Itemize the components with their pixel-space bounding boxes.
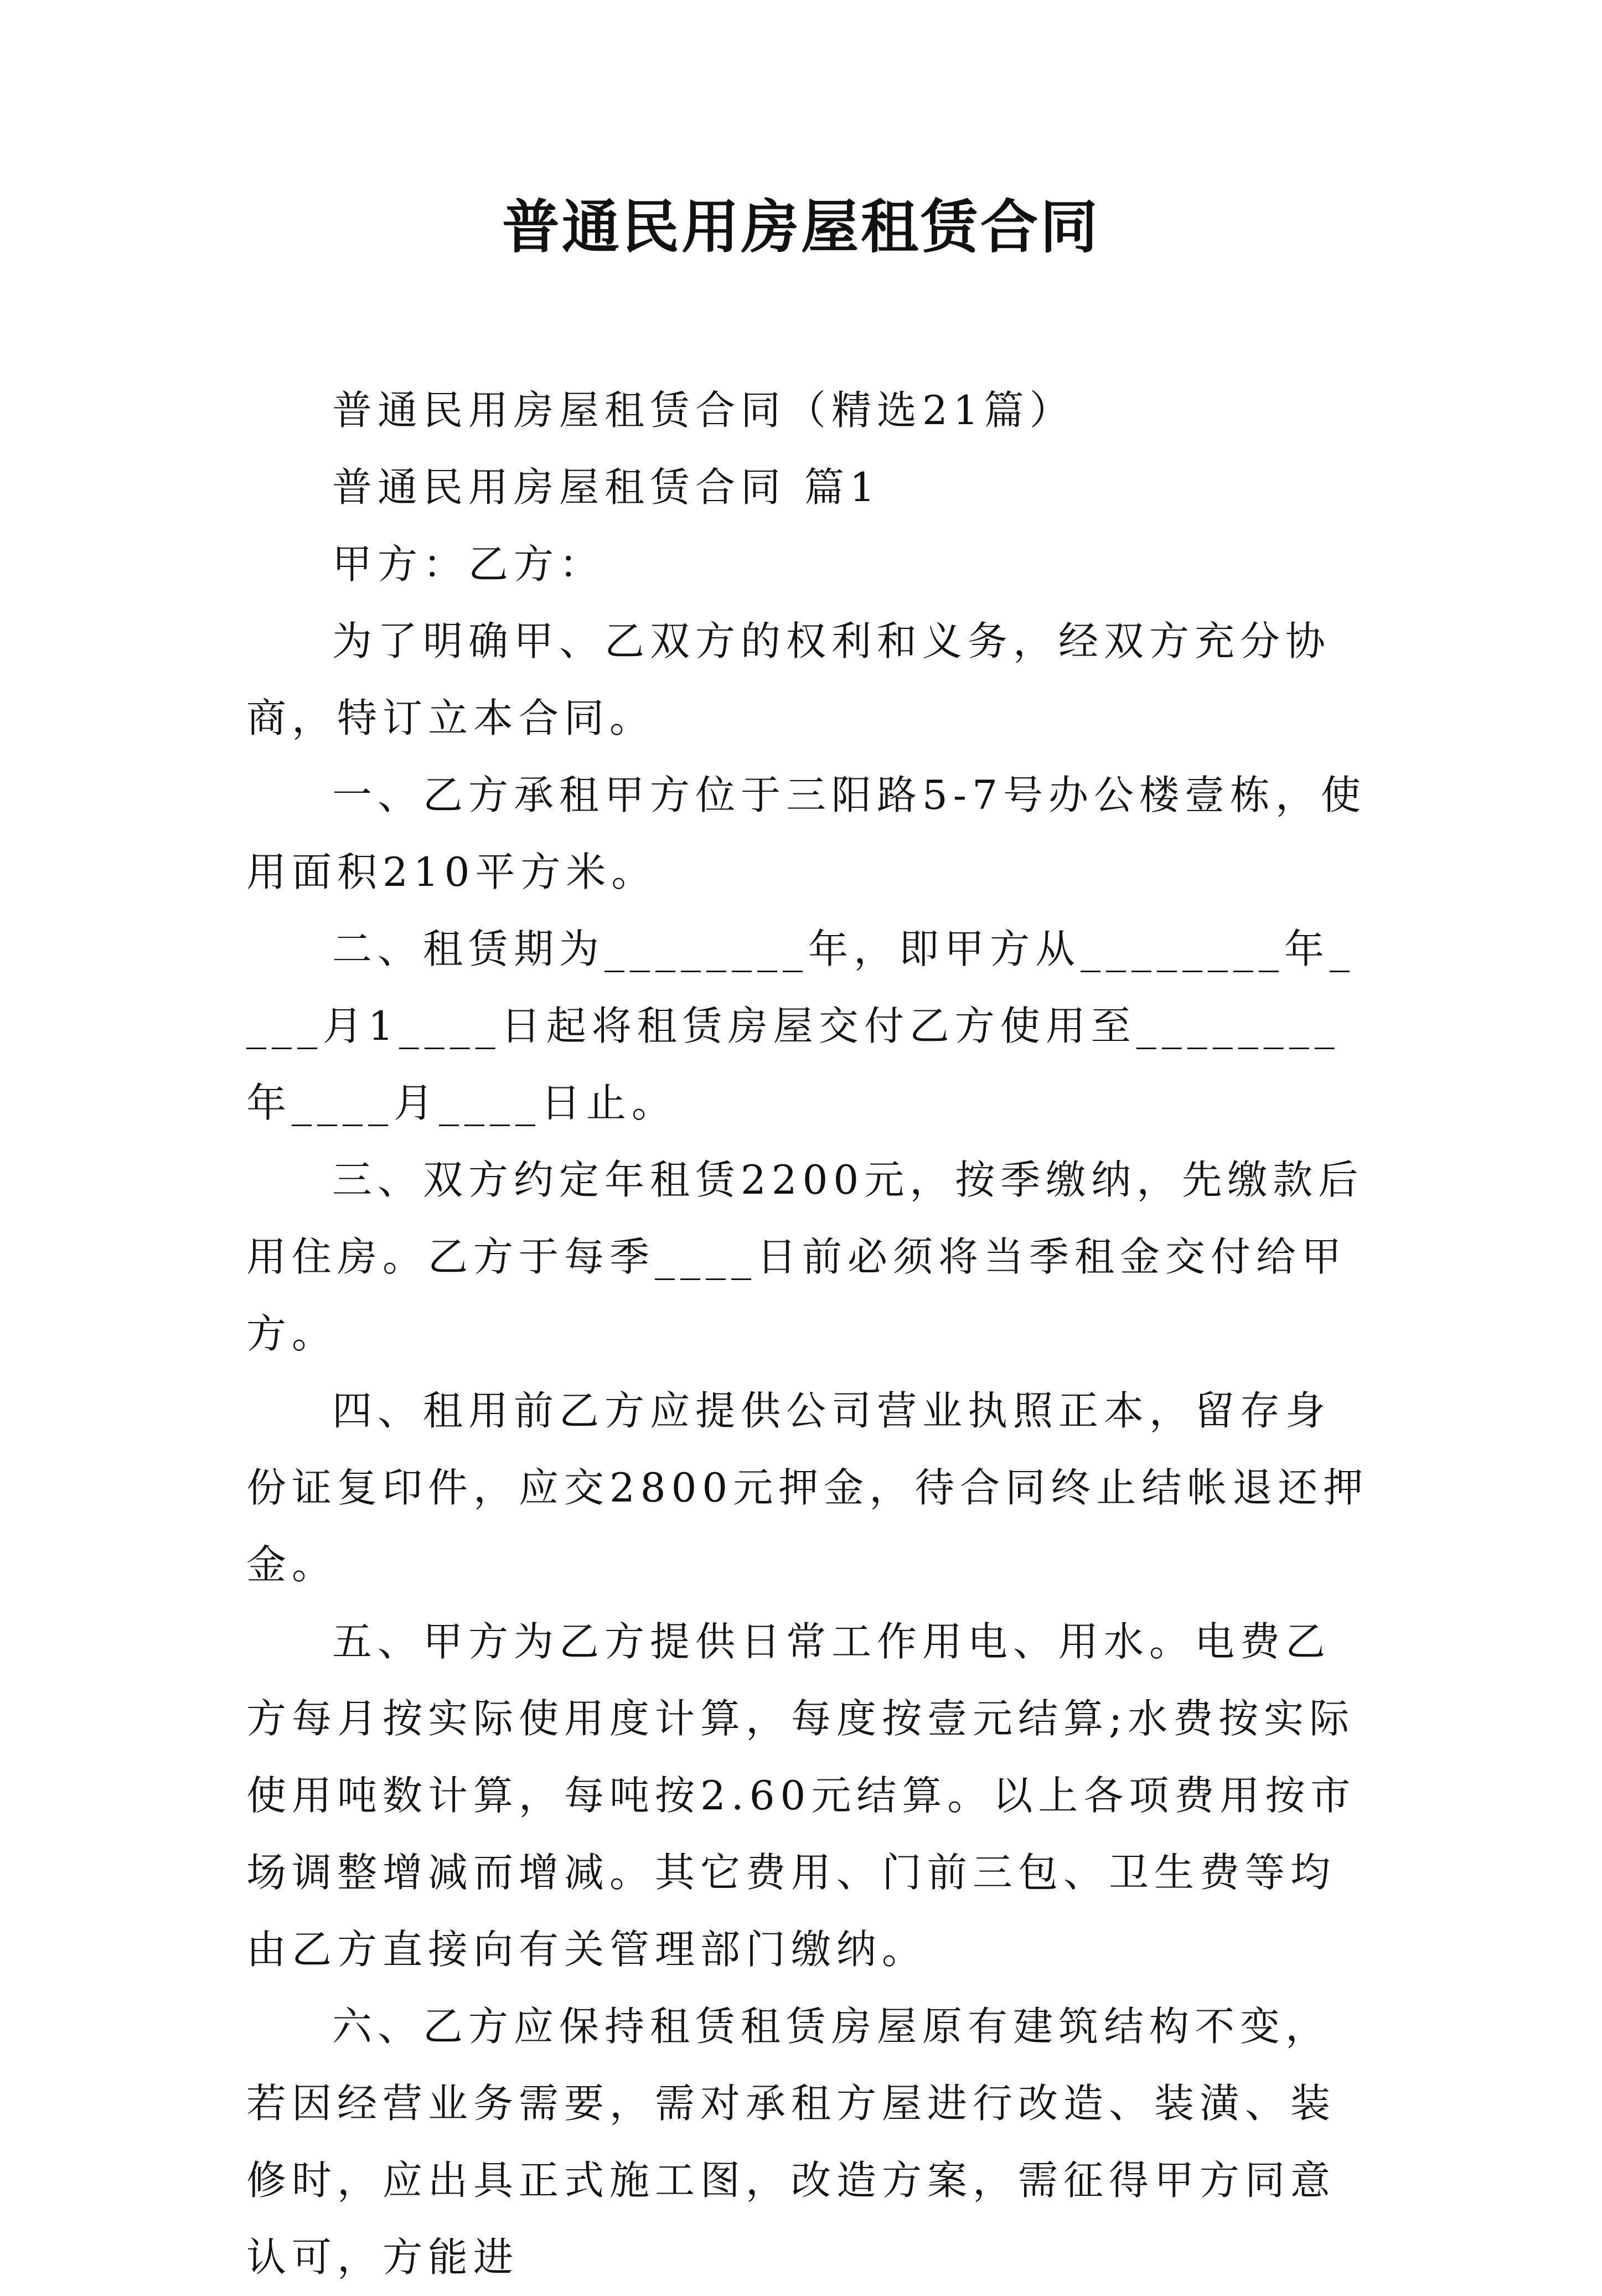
- paragraph-clause-5: 五、甲方为乙方提供日常工作用电、用水。电费乙方每月按实际使用度计算，每度按壹元结算;水费按实际使用吨数计算，每吨按2.60元结算。以上各项费用按市场调整增减而增减。其它费用、门前三包、卫生费等均由乙方直接向有关管理部门缴纳。: [246, 1618, 1356, 1973]
- paragraph-preamble: 为了明确甲、乙双方的权利和义务，经双方充分协商，特订立本合同。: [246, 618, 1331, 741]
- document-title: 普通民用房屋租赁合同: [502, 193, 1100, 261]
- paragraph-section-heading: 普通民用房屋租赁合同 篇1: [332, 464, 881, 510]
- document-body: [246, 372, 1370, 2296]
- paragraph-clause-6: 六、乙方应保持租赁租赁房屋原有建筑结构不变，若因经营业务需要，需对承租方屋进行改造、装潢、装修时，应出具正式施工图，改造方案，需征得甲方同意认可，方能进: [246, 2003, 1336, 2280]
- paragraph-parties: 甲方：乙方：: [332, 541, 605, 587]
- paragraph-clause-2: 二、租赁期为________年，即甲方从________年____月1____日起将租赁房屋交付乙方使用至________年____月____日止。: [246, 926, 1356, 1126]
- paragraph-clause-3: 三、双方约定年租赁2200元，按季缴纳，先缴款后用住房。乙方于每季____日前必须将当季租金交付给甲方。: [246, 1157, 1364, 1357]
- paragraph-subtitle: 普通民用房屋租赁合同（精选21篇）: [332, 387, 1075, 434]
- paragraph-clause-1: 一、乙方承租甲方位于三阳路5-7号办公楼壹栋，使用面积210平方米。: [246, 772, 1366, 895]
- paragraph-clause-4: 四、租用前乙方应提供公司营业执照正本，留存身份证复印件，应交2800元押金，待合同终止结帐退还押金。: [246, 1387, 1369, 1588]
